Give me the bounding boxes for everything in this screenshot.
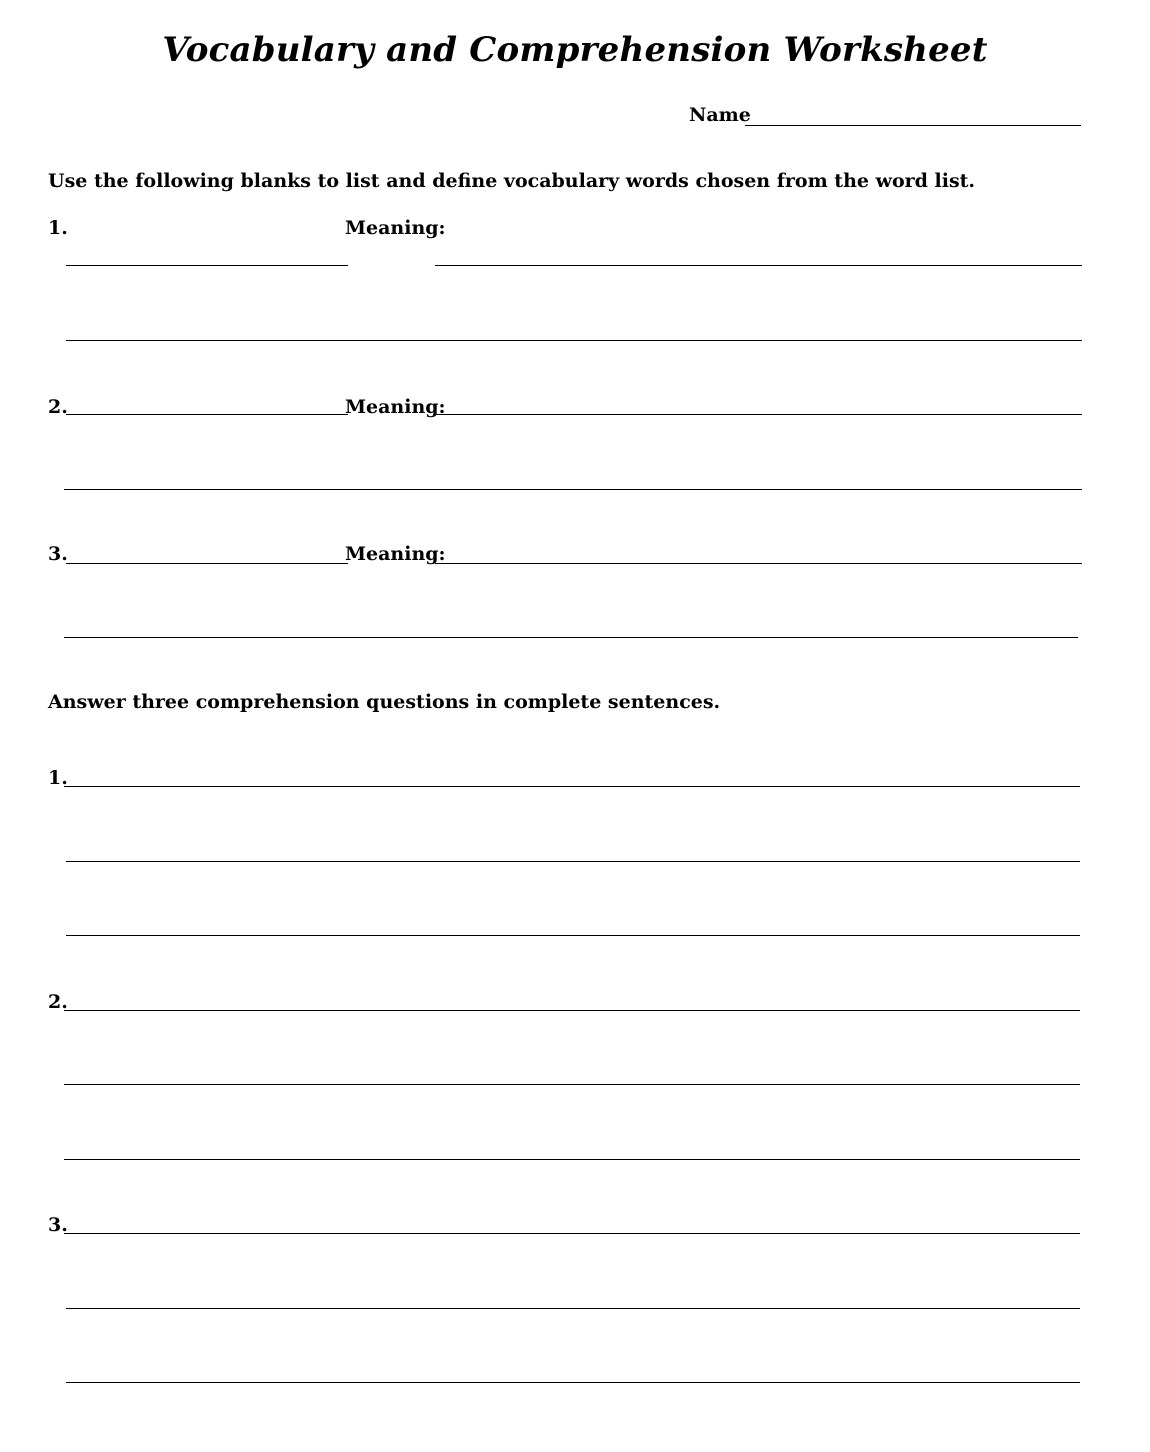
answer-line-3c[interactable] bbox=[66, 1382, 1080, 1383]
vocab-meaning-label-1: Meaning: bbox=[345, 217, 446, 239]
answer-line-1c[interactable] bbox=[66, 935, 1080, 936]
vocab-meaning-continuation-line-3[interactable] bbox=[64, 637, 1078, 638]
vocab-word-line-3[interactable] bbox=[66, 563, 348, 564]
answer-line-2a[interactable] bbox=[64, 1010, 1080, 1011]
vocab-meaning-line-1[interactable] bbox=[435, 265, 1082, 266]
vocab-meaning-line-3[interactable] bbox=[435, 563, 1082, 564]
name-label: Name bbox=[689, 104, 751, 126]
vocab-number-1: 1. bbox=[48, 217, 68, 239]
name-field-line[interactable] bbox=[745, 125, 1081, 126]
comprehension-instructions: Answer three comprehension questions in complete sentences. bbox=[48, 691, 721, 713]
question-number-1: 1. bbox=[48, 767, 68, 789]
vocab-meaning-line-2[interactable] bbox=[435, 414, 1082, 415]
answer-line-1a[interactable] bbox=[64, 786, 1080, 787]
vocab-meaning-continuation-line-1[interactable] bbox=[66, 340, 1082, 341]
vocab-meaning-label-2: Meaning: bbox=[345, 396, 446, 418]
vocab-meaning-label-3: Meaning: bbox=[345, 543, 446, 565]
answer-line-3a[interactable] bbox=[64, 1233, 1080, 1234]
vocab-word-line-1[interactable] bbox=[66, 265, 348, 266]
question-number-3: 3. bbox=[48, 1214, 68, 1236]
answer-line-3b[interactable] bbox=[66, 1308, 1080, 1309]
vocab-meaning-continuation-line-2[interactable] bbox=[64, 489, 1082, 490]
question-number-2: 2. bbox=[48, 991, 68, 1013]
vocab-word-line-2[interactable] bbox=[66, 414, 348, 415]
vocabulary-instructions: Use the following blanks to list and define vocabulary words chosen from the word list. bbox=[48, 170, 976, 192]
answer-line-1b[interactable] bbox=[66, 861, 1080, 862]
page-title: Vocabulary and Comprehension Worksheet bbox=[162, 30, 988, 70]
vocab-number-3: 3. bbox=[48, 543, 68, 565]
answer-line-2c[interactable] bbox=[64, 1159, 1080, 1160]
vocab-number-2: 2. bbox=[48, 396, 68, 418]
answer-line-2b[interactable] bbox=[64, 1084, 1080, 1085]
